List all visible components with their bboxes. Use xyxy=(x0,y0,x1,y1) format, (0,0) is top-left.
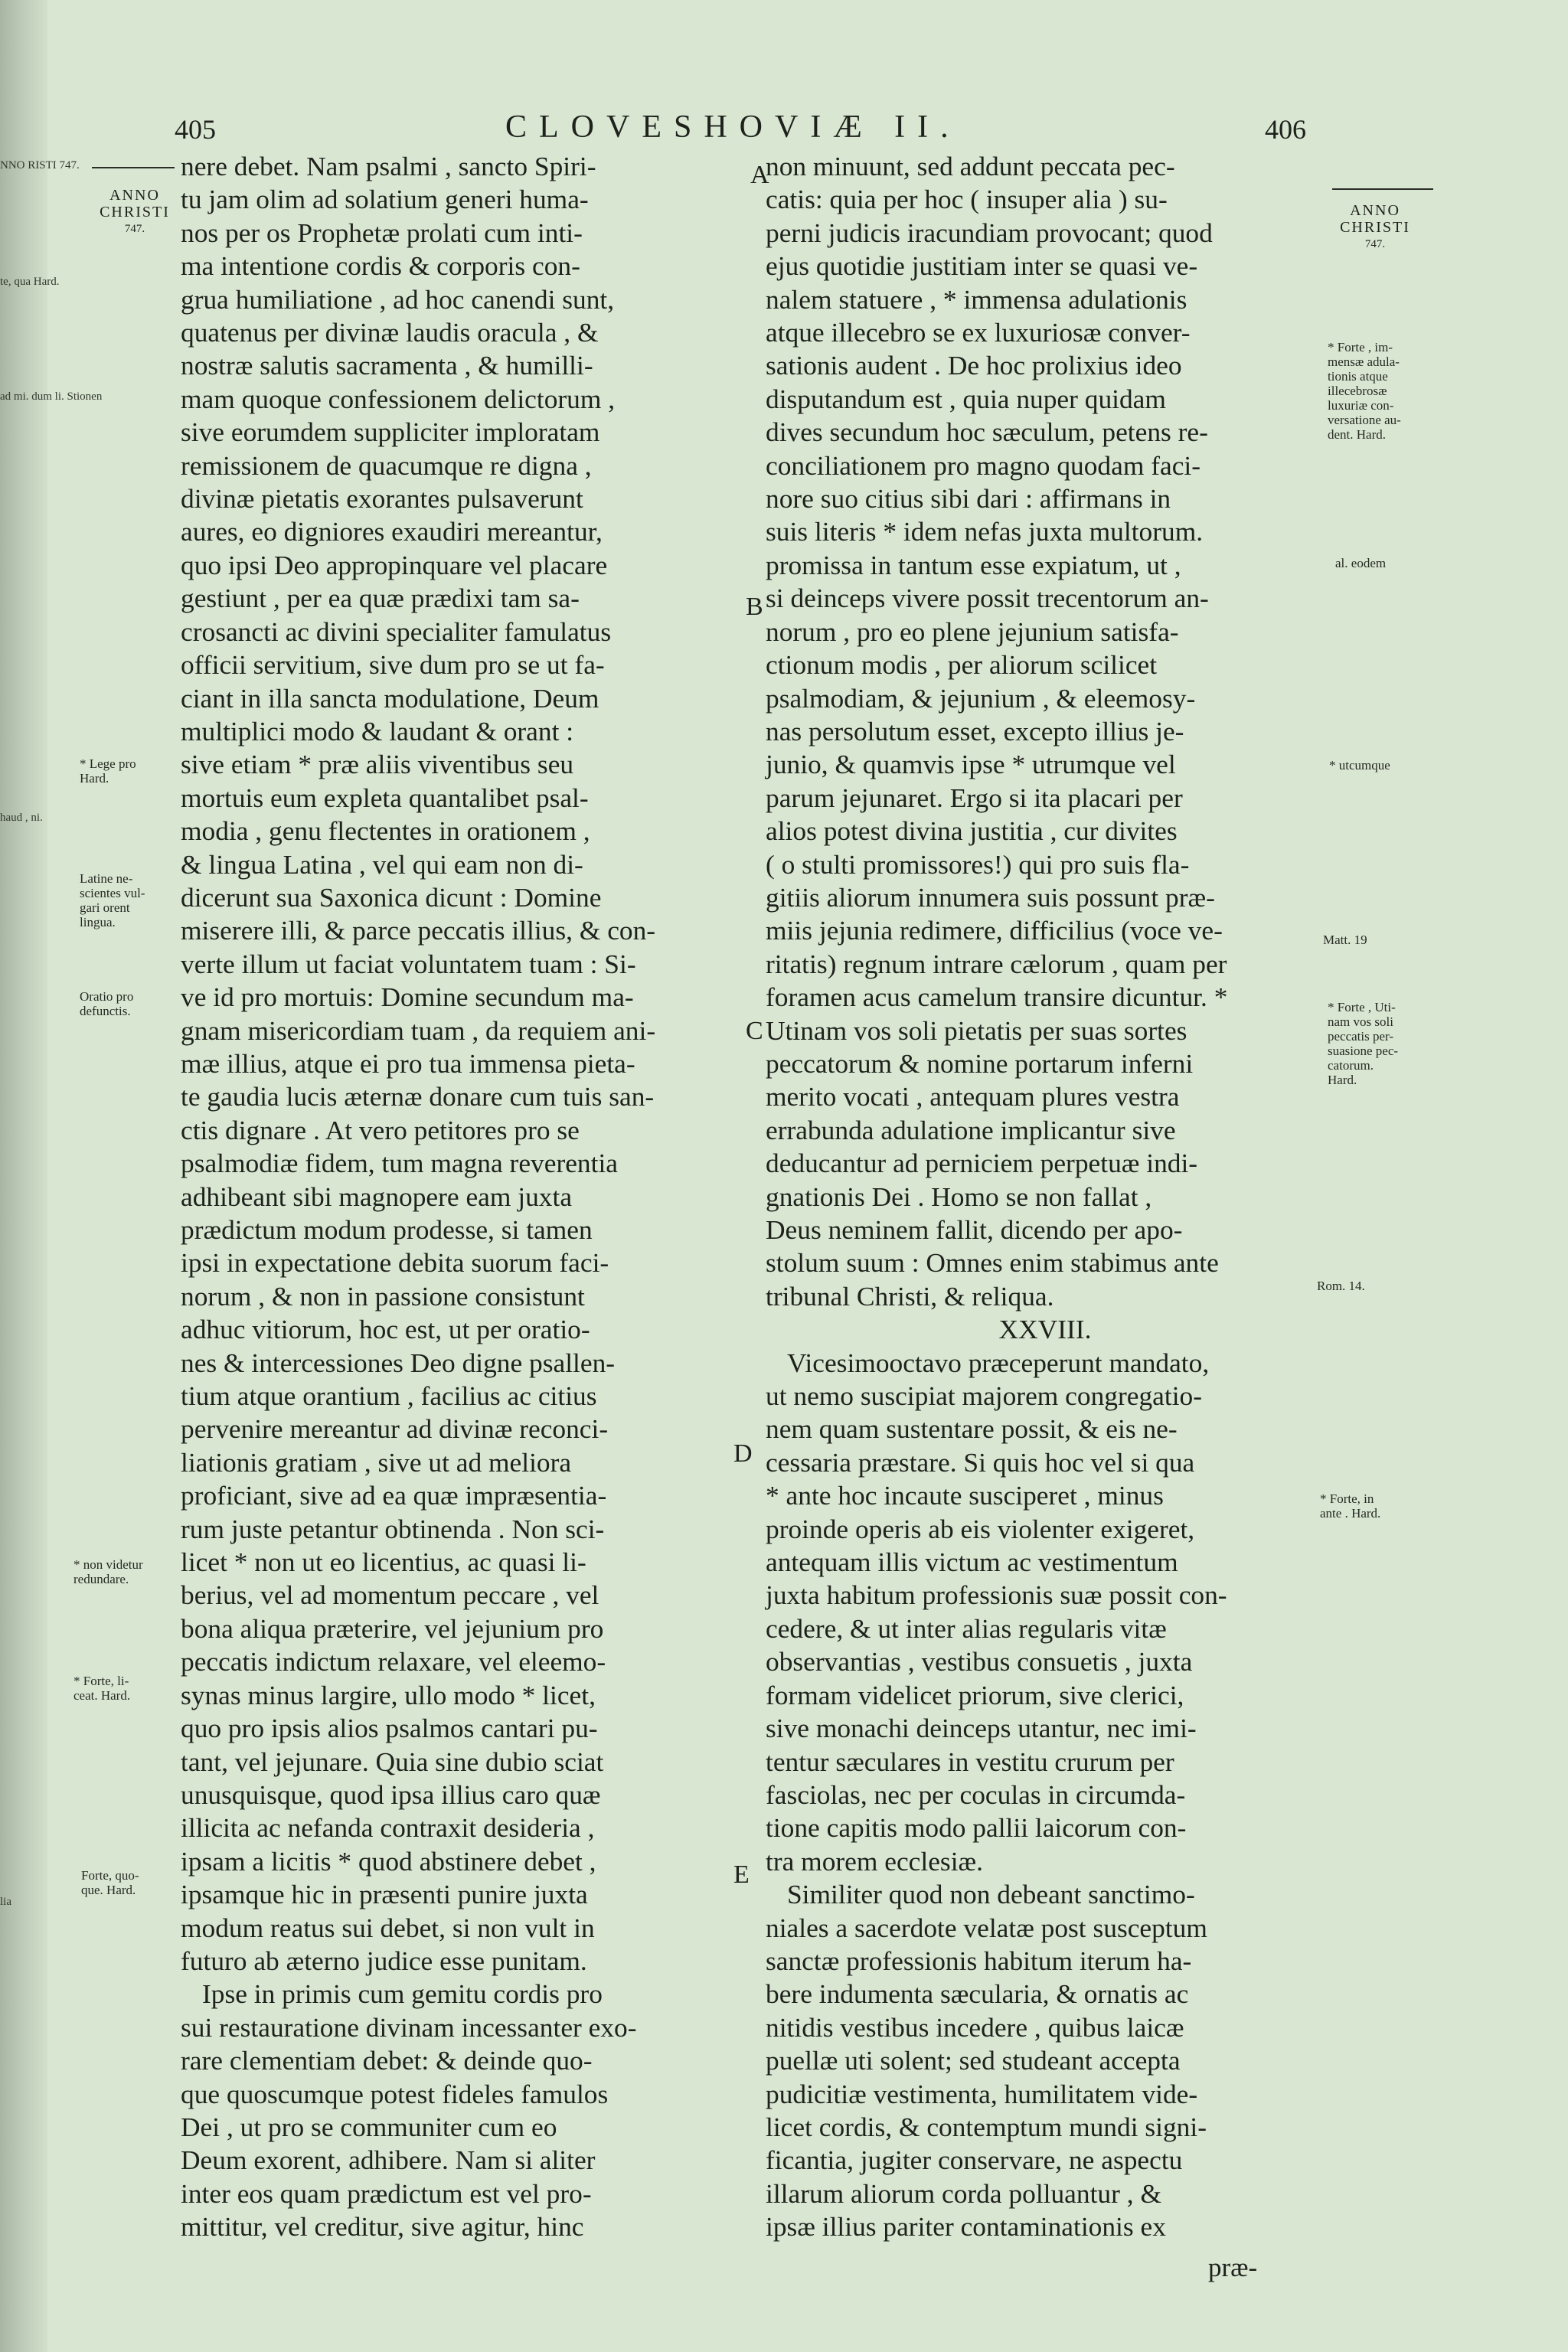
text-line: si deinceps vivere possit trecentorum an- xyxy=(766,583,1209,614)
text-line: modia , genu flectentes in orationem , xyxy=(181,815,590,847)
text-line: bere indumenta sæcularia, & ornatis ac xyxy=(766,1978,1189,2010)
text-line: suis literis * idem nefas juxta multorum. xyxy=(766,516,1204,547)
margin-note: Forte, quo- que. Hard. xyxy=(81,1868,139,1897)
text-line: adhuc vitiorum, hoc est, ut per oratio- xyxy=(181,1314,590,1345)
margin-note: * Forte, in ante . Hard. xyxy=(1320,1491,1381,1521)
text-line: divinæ pietatis exorantes pulsaverunt xyxy=(181,483,583,514)
anno-rule-right xyxy=(1332,188,1433,190)
text-line: gestiunt , per ea quæ prædixi tam sa- xyxy=(181,583,580,614)
text-line: ipsæ illius pariter contaminationis ex xyxy=(766,2211,1166,2243)
text-line: bona aliqua præterire, vel jejunium pro xyxy=(181,1612,604,1644)
text-line: aures, eo digniores exaudiri mereantur, xyxy=(181,516,603,547)
text-line: mortuis eum expleta quantalibet psal- xyxy=(181,782,589,813)
text-line: formam videlicet priorum, sive clerici, xyxy=(766,1679,1184,1710)
text-line: puellæ uti solent; sed studeant accepta xyxy=(766,2045,1181,2076)
margin-note: Rom. 14. xyxy=(1317,1279,1365,1293)
text-line: niales a sacerdote velatæ post susceptum xyxy=(766,1912,1207,1943)
text-line: verte illum ut faciat voluntatem tuam : Si- xyxy=(181,948,636,979)
anno-rule-left xyxy=(92,167,175,168)
text-line: norum , pro eo plene jejunium satisfa- xyxy=(766,616,1179,647)
margin-note: Oratio pro defunctis. xyxy=(80,989,134,1018)
text-line: atque illecebro se ex luxuriosæ conver- xyxy=(766,317,1191,348)
christi-label: CHRISTI xyxy=(1340,219,1410,236)
text-line: ctionum modis , per aliorum scilicet xyxy=(766,649,1158,681)
text-line: officii servitium, sive dum pro se ut fa- xyxy=(181,649,605,681)
text-line: catis: quia per hoc ( insuper alia ) su- xyxy=(766,184,1168,215)
text-line: dives secundum hoc sæculum, petens re- xyxy=(766,416,1208,448)
anno-year: 747. xyxy=(1364,238,1386,250)
margin-note: Latine ne- scientes vul- gari orent lingua. xyxy=(80,871,145,929)
spine-note: NNO RISTI 747. xyxy=(0,159,80,172)
text-line: miis jejunia redimere, difficilius (voce ve- xyxy=(766,915,1223,946)
text-line: Vicesimooctavo præceperunt mandato, xyxy=(787,1347,1210,1378)
text-line: tribunal Christi, & reliqua. xyxy=(766,1280,1054,1312)
catchword: præ- xyxy=(1208,2252,1258,2282)
text-line: Dei , ut pro se communiter cum eo xyxy=(181,2111,557,2142)
text-line: ritatis) regnum intrare cælorum , quam per xyxy=(766,948,1227,979)
text-line: mæ illius, atque ei pro tua immensa pieta- xyxy=(181,1047,635,1079)
text-line: sui restauratione divinam incessanter exo- xyxy=(181,2011,637,2043)
text-line: ut nemo suscipiat majorem congregatio- xyxy=(766,1380,1203,1412)
margin-letter-c: C xyxy=(746,1017,763,1045)
text-line: non minuunt, sed addunt peccata pec- xyxy=(766,151,1175,181)
text-line: peccatorum & nomine portarum inferni xyxy=(766,1047,1194,1079)
text-line: modum reatus sui debet, si non vult in xyxy=(181,1912,595,1943)
margin-letter-d: D xyxy=(733,1439,753,1468)
text-line: adhibeant sibi magnopere eam juxta xyxy=(181,1181,573,1212)
text-line: ipsi in expectatione debita suorum faci- xyxy=(181,1247,609,1279)
margin-note: * Forte, li- ceat. Hard. xyxy=(74,1674,131,1703)
text-line: crosancti ac divini specialiter famulatus xyxy=(181,616,612,647)
text-line: inter eos quam prædictum est vel pro- xyxy=(181,2177,592,2209)
text-line: tentur sæculares in vestitu crurum per xyxy=(766,1746,1174,1777)
text-line: ejus quotidie justitiam inter se quasi ve- xyxy=(766,250,1198,282)
left-text-column xyxy=(181,150,747,2244)
text-line: perni judicis iracundiam provocant; quod xyxy=(766,217,1213,248)
text-line: Similiter quod non debeant sanctimo- xyxy=(787,1879,1195,1910)
text-line: alios potest divina justitia , cur divites xyxy=(766,815,1178,847)
text-line: merito vocati , antequam plures vestra xyxy=(766,1081,1180,1112)
text-line: nalem statuere , * immensa adulationis xyxy=(766,283,1187,315)
text-line: ipsamque hic in præsenti punire juxta xyxy=(181,1879,588,1910)
text-line: rum juste petantur obtinenda . Non sci- xyxy=(181,1513,605,1544)
margin-note: * Lege pro Hard. xyxy=(80,756,136,786)
margin-note: * Forte , im- mensæ adula- tionis atque illecebrosæ luxuriæ con- versatione au- dent. Hard. xyxy=(1328,340,1401,442)
text-line: quo ipsi Deo appropinquare vel placare xyxy=(181,549,608,580)
text-line: sanctæ professionis habitum iterum ha- xyxy=(766,1945,1192,1976)
text-line: ctis dignare . At vero petitores pro se xyxy=(181,1114,580,1145)
text-line: parum jejunaret. Ergo si ita placari per xyxy=(766,782,1183,813)
text-line: cedere, & ut inter alias regularis vitæ xyxy=(766,1612,1167,1644)
text-line: nostræ salutis sacramenta , & humilli- xyxy=(181,350,593,381)
anno-label: ANNO xyxy=(109,187,160,204)
text-line: synas minus largire, ullo modo * licet, xyxy=(181,1679,596,1710)
text-line: fasciolas, nec per coculas in circumda- xyxy=(766,1779,1186,1810)
text-line: ipsam a licitis * quod abstinere debet , xyxy=(181,1845,596,1877)
text-line: ma intentione cordis & corporis con- xyxy=(181,250,580,282)
text-line: licet cordis, & contemptum mundi signi- xyxy=(766,2111,1207,2142)
text-line: proinde operis ab eis violenter exigeret, xyxy=(766,1513,1195,1544)
text-line: Utinam vos soli pietatis per suas sortes xyxy=(766,1014,1187,1046)
christi-label: CHRISTI xyxy=(100,204,170,220)
text-line: tium atque orantium , facilius ac citius xyxy=(181,1380,597,1412)
text-line: tant, vel jejunare. Quia sine dubio sciat xyxy=(181,1746,604,1777)
text-line: que quoscumque potest fideles famulos xyxy=(181,2078,609,2109)
margin-note: al. eodem xyxy=(1335,556,1387,570)
text-line: nitidis vestibus incedere , quibus laicæ xyxy=(766,2011,1184,2043)
spine-note: te, qua Hard. xyxy=(0,276,60,288)
text-line: multiplici modo & laudant & orant : xyxy=(181,715,574,746)
text-line: stolum suum : Omnes enim stabimus ante xyxy=(766,1247,1219,1279)
text-line: cessaria præstare. Si quis hoc vel si qua xyxy=(766,1446,1195,1478)
text-line: mittitur, vel creditur, sive agitur, hinc xyxy=(181,2211,584,2243)
running-title: CLOVESHOVIÆ II. xyxy=(505,109,961,145)
text-line: gnationis Dei . Homo se non fallat , xyxy=(766,1181,1152,1212)
text-line: quo pro ipsis alios psalmos cantari pu- xyxy=(181,1713,598,1744)
text-line: norum , & non in passione consistunt xyxy=(181,1280,585,1312)
text-line: mam quoque confessionem delictorum , xyxy=(181,383,616,414)
page-number-right: 406 xyxy=(1265,114,1306,145)
text-line: psalmodiæ fidem, tum magna reverentia xyxy=(181,1148,619,1179)
text-line: quatenus per divinæ laudis oracula , & xyxy=(181,317,599,348)
text-line: tra morem ecclesiæ. xyxy=(766,1845,983,1877)
text-line: errabunda adulatione implicantur sive xyxy=(766,1114,1176,1145)
text-line: ficantia, jugiter conservare, ne aspectu xyxy=(766,2145,1183,2176)
text-line: sationis audent . De hoc prolixius ideo xyxy=(766,350,1182,381)
margin-letter-e: E xyxy=(733,1860,750,1889)
text-line: Ipse in primis cum gemitu cordis pro xyxy=(202,1978,603,2010)
text-line: peccatis indictum relaxare, vel eleemo- xyxy=(181,1646,606,1677)
text-line: nem quam sustentare possit, & eis ne- xyxy=(766,1413,1178,1445)
text-line: & lingua Latina , vel qui eam non di- xyxy=(181,848,583,880)
text-line: te gaudia lucis æternæ donare cum tuis san- xyxy=(181,1081,655,1112)
margin-note: * non videtur redundare. xyxy=(74,1557,143,1586)
spine-note: haud , ni. xyxy=(0,812,43,824)
text-line: gnam misericordiam tuam , da requiem ani- xyxy=(181,1014,656,1046)
text-line: gitiis aliorum innumera suis possunt præ- xyxy=(766,881,1215,913)
text-line: remissionem de quacumque re digna , xyxy=(181,449,592,481)
text-line: dicerunt sua Saxonica dicunt : Domine xyxy=(181,881,602,913)
margin-note: Matt. 19 xyxy=(1323,933,1367,947)
text-line: illicita ac nefanda contraxit desideria , xyxy=(181,1812,595,1844)
text-line: deducantur ad perniciem perpetuæ indi- xyxy=(766,1148,1198,1179)
margin-letter-b: B xyxy=(746,593,763,621)
text-line: ve id pro mortuis: Domine secundum ma- xyxy=(181,982,634,1013)
text-line: ciant in illa sancta modulatione, Deum xyxy=(181,682,599,714)
text-line: nos per os Prophetæ prolati cum inti- xyxy=(181,217,583,248)
text-line: grua humiliatione , ad hoc canendi sunt, xyxy=(181,283,615,315)
text-line: pudicitiæ vestimenta, humilitatem vide- xyxy=(766,2078,1198,2109)
text-line: prædictum modum prodesse, si tamen xyxy=(181,1214,593,1245)
chapter-heading: XXVIII. xyxy=(998,1314,1092,1345)
text-line: unusquisque, quod ipsa illius caro quæ xyxy=(181,1779,601,1810)
text-line: psalmodiam, & jejunium , & eleemosy- xyxy=(766,682,1196,714)
text-line: disputandum est , quia nuper quidam xyxy=(766,383,1166,414)
text-line: sive etiam * præ aliis viventibus seu xyxy=(181,749,574,780)
text-line: promissa in tantum esse expiatum, ut , xyxy=(766,549,1181,580)
text-line: junio, & quamvis ipse * utrumque vel xyxy=(766,749,1176,780)
text-line: conciliationem pro magno quodam faci- xyxy=(766,449,1201,481)
margin-note: * utcumque xyxy=(1329,758,1390,773)
facing-page-edge xyxy=(0,0,47,2352)
text-line: licet * non ut eo licentius, ac quasi li- xyxy=(181,1547,586,1578)
text-line: * ante hoc incaute susciperet , minus xyxy=(766,1480,1164,1511)
text-line: juxta habitum professionis suæ possit con- xyxy=(766,1579,1227,1611)
anno-label: ANNO xyxy=(1350,202,1400,219)
right-text-column xyxy=(766,150,1325,2244)
text-line: tu jam olim ad solatium generi huma- xyxy=(181,184,589,215)
text-line: liationis gratiam , sive ut ad meliora xyxy=(181,1446,572,1478)
text-line: tione capitis modo pallii laicorum con- xyxy=(766,1812,1187,1844)
text-line: foramen acus camelum transire dicuntur. * xyxy=(766,982,1228,1013)
margin-letter-a: A xyxy=(750,161,769,189)
text-line: rare clementiam debet: & deinde quo- xyxy=(181,2045,593,2076)
anno-christi-left xyxy=(89,187,181,237)
text-line: berius, vel ad momentum peccare , vel xyxy=(181,1579,599,1611)
page-number-left: 405 xyxy=(175,114,216,145)
text-line: miserere illi, & parce peccatis illius, & con- xyxy=(181,915,656,946)
text-line: nas persolutum esset, excepto illius je- xyxy=(766,715,1184,746)
spine-note: lia xyxy=(0,1896,11,1908)
text-line: nore suo citius sibi dari : affirmans in xyxy=(766,483,1171,514)
text-line: futuro ab æterno judice esse punitam. xyxy=(181,1945,587,1976)
spine-note: ad mi. dum li. Stionen xyxy=(0,390,103,403)
text-line: illarum aliorum corda polluantur , & xyxy=(766,2177,1161,2209)
text-line: proficiant, sive ad ea quæ impræsentia- xyxy=(181,1480,607,1511)
anno-year: 747. xyxy=(124,223,145,235)
text-line: sive monachi deinceps utantur, nec imi- xyxy=(766,1713,1197,1744)
margin-note: * Forte , Uti- nam vos soli peccatis per- suasione pec- catorum. Hard. xyxy=(1328,1000,1399,1087)
text-line: Deus neminem fallit, dicendo per apo- xyxy=(766,1214,1183,1245)
text-line: nere debet. Nam psalmi , sancto Spiri- xyxy=(181,151,596,181)
text-line: antequam illis victum ac vestimentum xyxy=(766,1547,1178,1578)
text-line: ( o stulti promissores!) qui pro suis fla- xyxy=(766,848,1190,880)
anno-christi-right xyxy=(1321,202,1429,253)
text-line: nes & intercessiones Deo digne psallen- xyxy=(181,1347,616,1378)
text-line: pervenire mereantur ad divinæ reconci- xyxy=(181,1413,609,1445)
text-line: sive eorumdem suppliciter imploratam xyxy=(181,416,600,448)
text-line: observantias , vestibus consuetis , juxta xyxy=(766,1646,1193,1677)
text-line: Deum exorent, adhibere. Nam si aliter xyxy=(181,2145,596,2176)
